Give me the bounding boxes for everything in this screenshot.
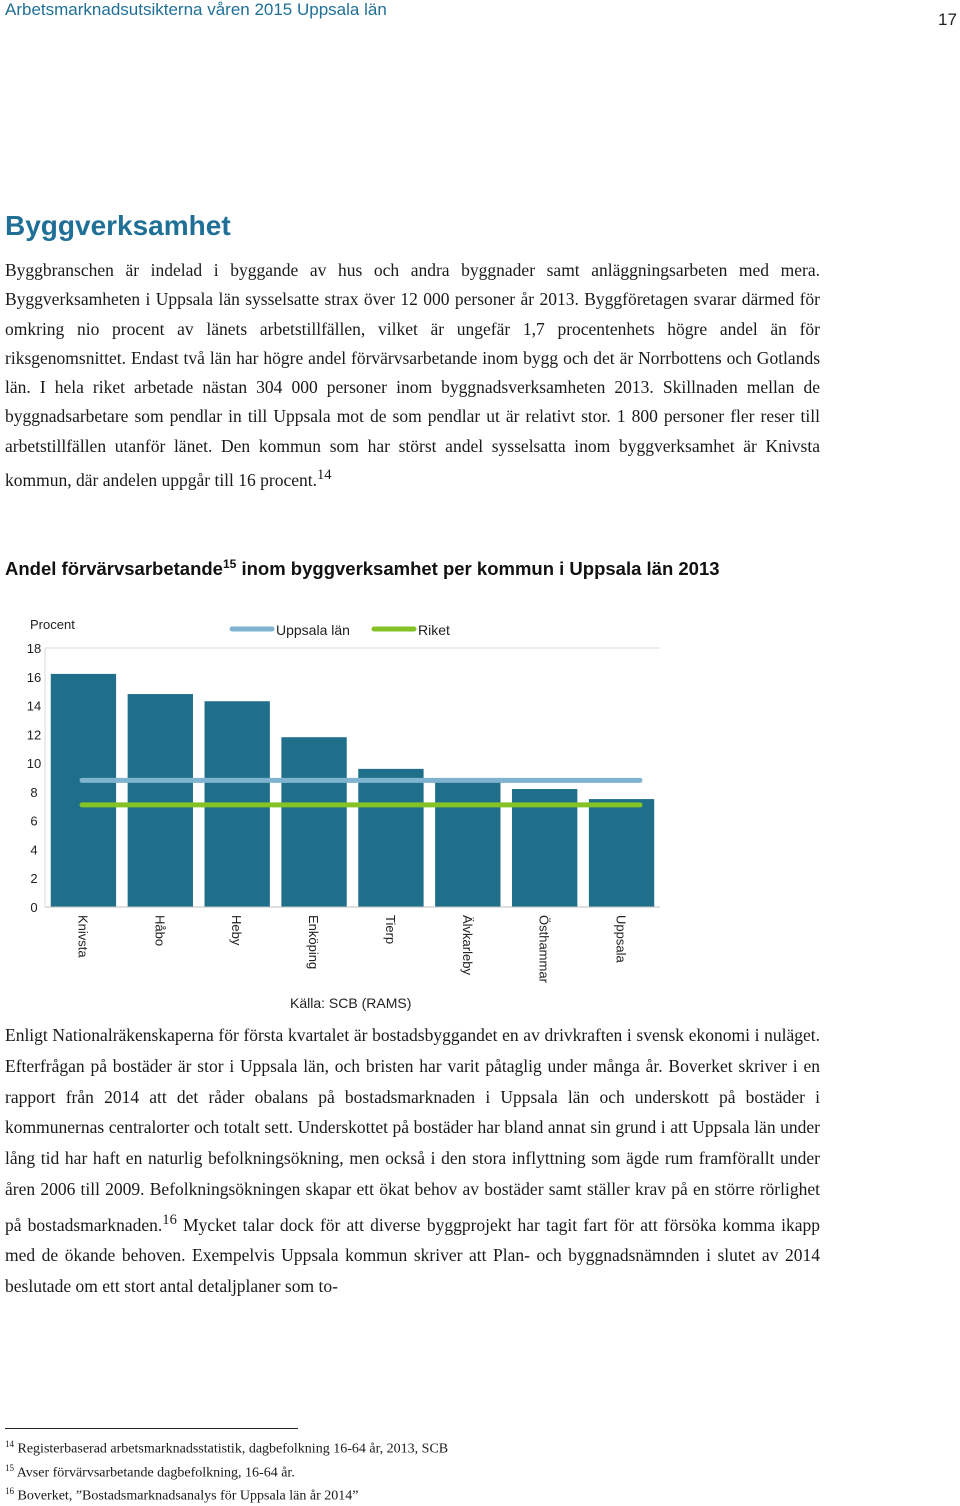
y-tick-label: 18 bbox=[26, 641, 42, 656]
x-tick-label: Älvkarleby bbox=[459, 915, 475, 975]
chart-title-footnote-ref: 15 bbox=[222, 557, 237, 571]
y-tick-label: 0 bbox=[30, 900, 38, 915]
footnote-text: Avser förvärvsarbetande dagbefolkning, 16-64 år. bbox=[16, 1465, 295, 1481]
footnote-number: 16 bbox=[5, 1486, 14, 1497]
body-paragraph-2 bbox=[5, 1020, 820, 1302]
footnote-16 bbox=[5, 1482, 448, 1506]
legend bbox=[232, 622, 450, 638]
bar-tierp bbox=[358, 769, 423, 907]
bar-älvkarleby bbox=[435, 782, 500, 907]
y-tick-label: 4 bbox=[30, 842, 38, 858]
footnote-text: Boverket, ”Bostadsmarknadsanalys för Uppsala län år 2014” bbox=[17, 1488, 359, 1504]
legend-label-1: Riket bbox=[418, 622, 450, 638]
y-axis-ticks bbox=[27, 641, 41, 915]
x-tick-label: Håbo bbox=[152, 915, 168, 947]
bar-håbo bbox=[128, 694, 193, 907]
footnote-number: 14 bbox=[5, 1439, 14, 1449]
chart-title-part1: Andel förvärvsarbetande bbox=[5, 558, 223, 580]
y-tick-label: 16 bbox=[26, 669, 42, 685]
footnotes bbox=[5, 1435, 448, 1506]
footnote-ref-14: 14 bbox=[317, 467, 332, 484]
bar-uppsala bbox=[589, 799, 654, 907]
running-title: Arbetsmarknadsutsikterna våren 2015 Uppsala län bbox=[5, 0, 387, 19]
paragraph-2-text-a: Enligt Nationalräkenskaperna för första kvartalet är bostadsbyggandet en av drivkraften i svensk ekonomi i nuläget. Efterfrågan på bostäder är stor i Uppsala län, och bristen har varit påtaglig under många år. Boverket skriver i en rapport från 2014 att det råder obalans på bostadsmarknaden i Uppsala län och underskott på bostäder i kommunernas centralorter och totalt sett. Underskottet på bostäder har bland annat sin grund i att Uppsala län under lång tid har haft en naturlig befolkningsökning, men också i den stora inflyttning som ägde rum framförallt under åren 2006 till 2009. Befolkningsökningen skapar ett ökat behov av bostäder samt ställer krav på en större rörlighet på bostadsmarknaden. bbox=[5, 1025, 820, 1235]
footnote-14 bbox=[5, 1435, 448, 1459]
x-tick-label: Heby bbox=[229, 915, 245, 946]
footnote-divider bbox=[5, 1428, 298, 1429]
x-tick-label: Uppsala bbox=[613, 915, 629, 963]
x-tick-label: Enköping bbox=[306, 915, 322, 970]
y-axis-label: Procent bbox=[30, 617, 75, 632]
page-number: 17 bbox=[938, 10, 957, 29]
bar-chart bbox=[0, 605, 700, 1015]
bar-knivsta bbox=[51, 674, 116, 907]
bar-enköping bbox=[281, 737, 346, 907]
x-axis-labels bbox=[75, 915, 628, 984]
footnote-ref-16: 16 bbox=[162, 1211, 177, 1228]
y-tick-label: 14 bbox=[26, 698, 42, 714]
x-tick-label: Östhammar bbox=[536, 915, 552, 983]
chart-title bbox=[5, 552, 805, 581]
section-heading: Byggverksamhet bbox=[5, 210, 231, 241]
x-tick-label: Knivsta bbox=[75, 915, 91, 958]
legend-label-0: Uppsala län bbox=[276, 622, 350, 638]
paragraph-2-text-b: Mycket talar dock för att diverse byggprojekt har tagit fart för att försöka komma ikapp med de ökande behoven. Exempelvis Uppsala kommun skriver att Plan- och byggnadsnämnden i slutet av 2014 beslutade om ett stort antal detaljplaner som to- bbox=[5, 1214, 820, 1297]
paragraph-1-text: Byggbranschen är indelad i byggande av hus och andra byggnader samt anläggningsarbeten med mera. Byggverksamheten i Uppsala län sysselsatte strax över 12 000 personer år 2013. Byggföretagen svarar därmed för omkring nio procent av länets arbetstillfällen, vilket är ungefär 1,7 procentenhets högre andel än för riksgenomsnittet. Endast två län har högre andel förvärvsarbetande inom bygg och det är Norrbottens och Gotlands län. I hela riket arbetade nästan 304 000 personer inom byggnadsverksamheten 2013. Skillnaden mellan de byggnadsarbetare som pendlar in till Uppsala mot de som pendlar ut är relativt stor. 1 800 personer fler reser till arbetstillfällen utanför länet. Den kommun som har störst andel sysselsatta inom byggverksamhet är Knivsta kommun, där andelen uppgår till 16 procent. bbox=[5, 260, 820, 490]
footnote-15 bbox=[5, 1459, 448, 1483]
body-paragraph-1 bbox=[5, 256, 820, 495]
chart-source: Källa: SCB (RAMS) bbox=[290, 995, 412, 1011]
footnote-number: 15 bbox=[5, 1462, 14, 1473]
y-tick-label: 6 bbox=[30, 813, 38, 829]
y-tick-label: 2 bbox=[30, 871, 38, 887]
x-tick-label: Tierp bbox=[382, 915, 398, 945]
bars bbox=[51, 674, 654, 907]
y-tick-label: 12 bbox=[26, 727, 42, 743]
footnote-text: Registerbaserad arbetsmarknadsstatistik, dagbefolkning 16-64 år, 2013, SCB bbox=[17, 1441, 449, 1457]
y-tick-label: 10 bbox=[26, 756, 42, 772]
chart-title-part2: inom byggverksamhet per kommun i Uppsala län 2013 bbox=[236, 558, 720, 580]
y-tick-label: 8 bbox=[30, 784, 38, 800]
